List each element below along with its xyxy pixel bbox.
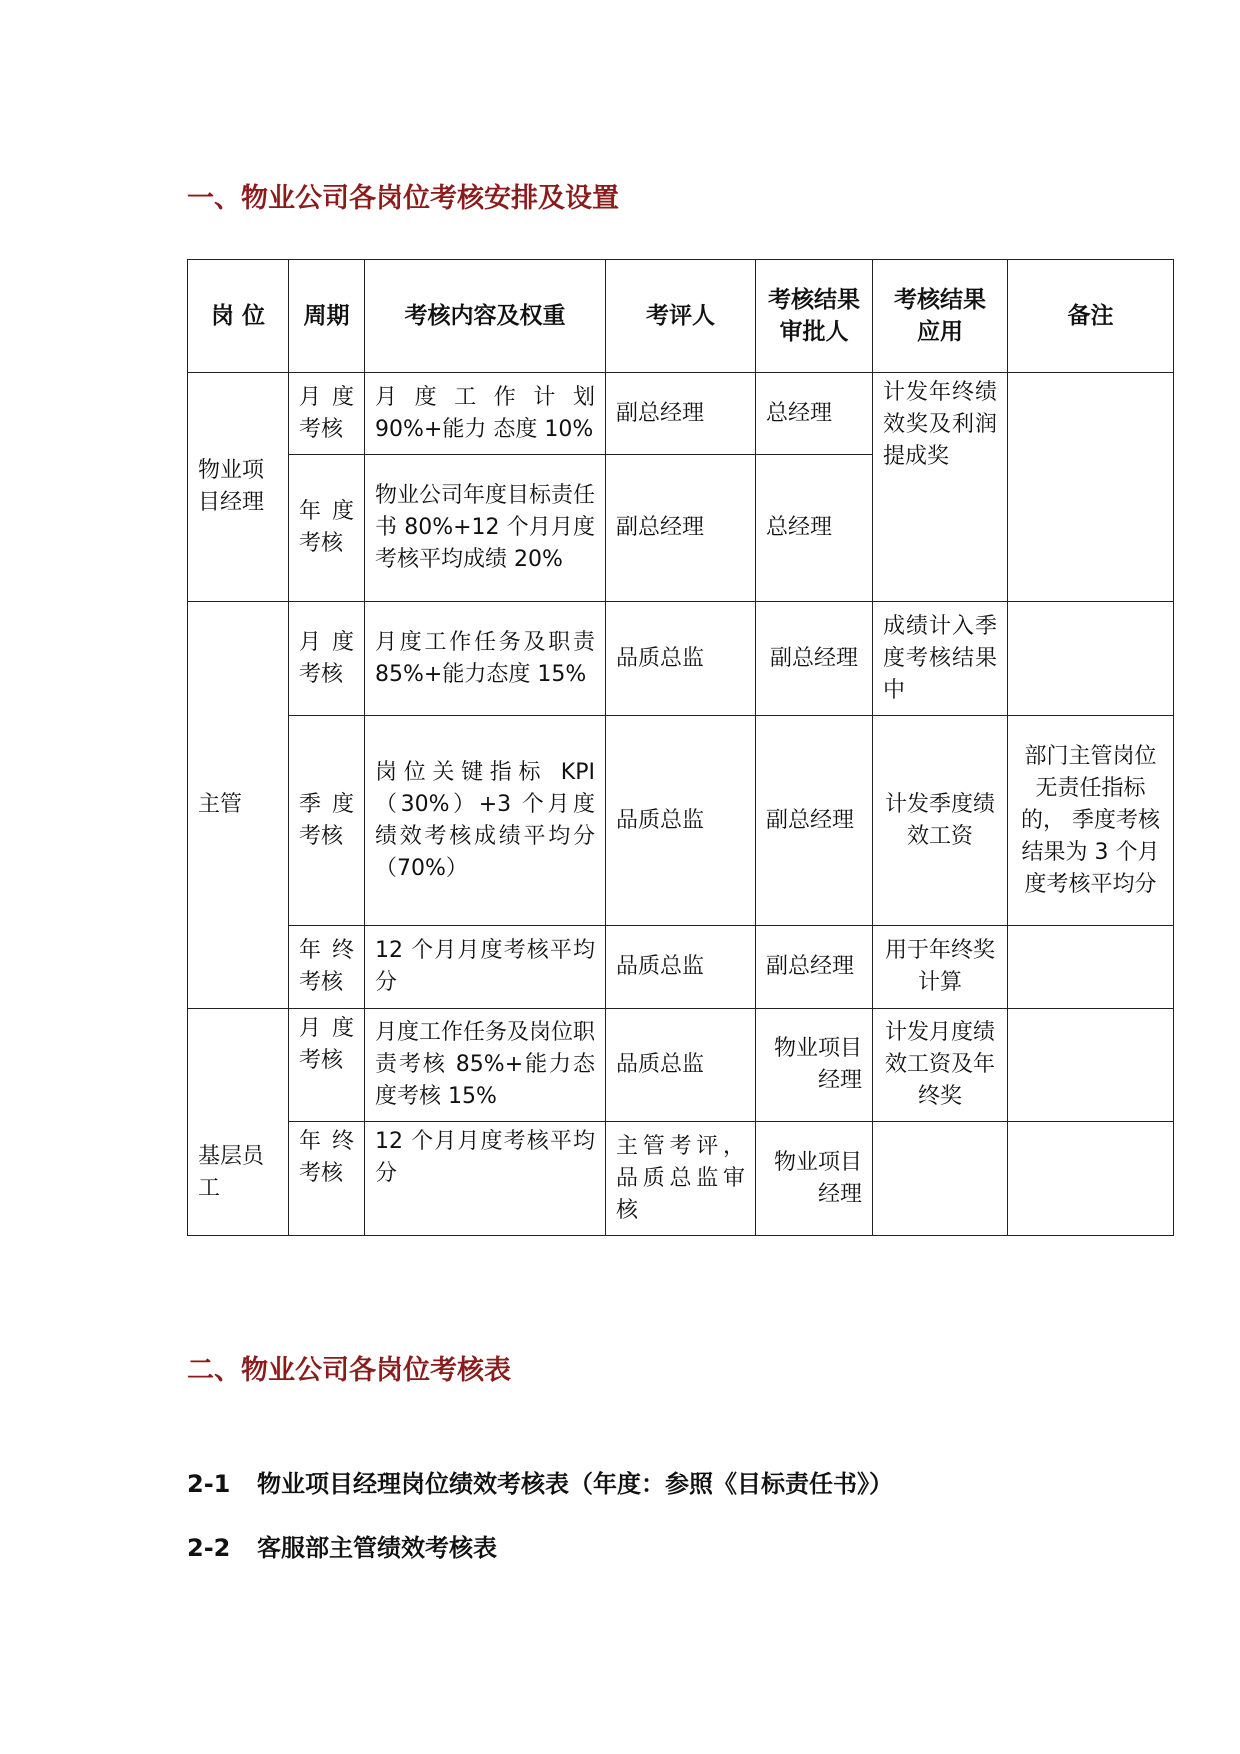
period-cell: 月度考核 [289,1009,365,1122]
header-evaluator: 考评人 [606,260,756,373]
table-row [188,1009,1174,1122]
assessment-table [187,259,1174,1236]
application-cell: 用于年终奖计算 [873,926,1008,1009]
content-cell: 物业公司年度目标责任书 80%+12 个月月度考核平均成绩 20% [365,455,606,602]
remark-cell [1008,1122,1174,1236]
approver-cell: 副总经理 [756,926,873,1009]
application-cell: 计发年终绩效奖及利润提成奖 [873,373,1008,602]
period-cell: 季度考核 [289,716,365,926]
evaluator-cell: 品质总监 [606,1009,756,1122]
content-cell: 岗位关键指标 KPI（30%）+3 个月度绩效考核成绩平均分（70%） [365,716,606,926]
header-period: 周期 [289,260,365,373]
application-cell: 计发季度绩效工资 [873,716,1008,926]
approver-cell: 副总经理 [756,716,873,926]
evaluator-cell: 副总经理 [606,455,756,602]
period-cell: 年度考核 [289,455,365,602]
approver-cell: 物业项目经理 [756,1122,873,1236]
remark-cell: 部门主管岗位无责任指标的， 季度考核结果为 3 个月度考核平均分 [1008,716,1174,926]
content-cell: 月度工作任务及岗位职责考核 85%+能力态度考核 15% [365,1009,606,1122]
content-cell: 12 个月月度考核平均分 [365,926,606,1009]
position-cell: 基层员工 [188,1009,289,1236]
subsection-title: 客服部主管绩效考核表 [257,1534,497,1562]
table-header-row [188,260,1174,373]
table-row [188,373,1174,455]
subsection-2-1 [187,1464,893,1499]
period-cell: 年终考核 [289,926,365,1009]
approver-cell: 物业项目经理 [756,1009,873,1122]
evaluator-cell: 品质总监 [606,926,756,1009]
evaluator-cell: 品质总监 [606,602,756,716]
subsection-number: 2-2 [187,1534,231,1562]
content-cell: 月度工作任务及职责 85%+能力态度 15% [365,602,606,716]
table-row [188,602,1174,716]
evaluator-cell: 副总经理 [606,373,756,455]
section-2-heading: 二、物业公司各岗位考核表 [187,1355,511,1386]
remark-cell [1008,1009,1174,1122]
remark-cell [1008,926,1174,1009]
header-remark: 备注 [1008,260,1174,373]
application-cell: 成绩计入季度考核结果中 [873,602,1008,716]
content-cell: 月度工作计划 90%+能力 态度 10% [365,373,606,455]
approver-cell: 总经理 [756,455,873,602]
subsection-2-2 [187,1528,497,1563]
table-row [188,1122,1174,1236]
remark-cell [1008,373,1174,602]
approver-cell: 总经理 [756,373,873,455]
position-cell: 物业项目经理 [188,373,289,602]
application-cell: 计发月度绩效工资及年终奖 [873,1009,1008,1122]
table-row [188,716,1174,926]
header-content: 考核内容及权重 [365,260,606,373]
period-cell: 年终考核 [289,1122,365,1236]
evaluator-cell: 主管考评，品质总监审核 [606,1122,756,1236]
period-cell: 月度考核 [289,373,365,455]
evaluator-cell: 品质总监 [606,716,756,926]
approver-cell: 副总经理 [756,602,873,716]
application-cell [873,1122,1008,1236]
table-row [188,926,1174,1009]
position-cell: 主管 [188,602,289,1009]
header-approver: 考核结果审批人 [756,260,873,373]
header-application: 考核结果应用 [873,260,1008,373]
subsection-title: 物业项目经理岗位绩效考核表（年度：参照《目标责任书》） [257,1470,893,1498]
content-cell: 12 个月月度考核平均分 [365,1122,606,1236]
remark-cell [1008,602,1174,716]
period-cell: 月度考核 [289,602,365,716]
section-1-heading: 一、物业公司各岗位考核安排及设置 [187,183,619,214]
subsection-number: 2-1 [187,1470,231,1498]
header-position: 岗 位 [188,260,289,373]
